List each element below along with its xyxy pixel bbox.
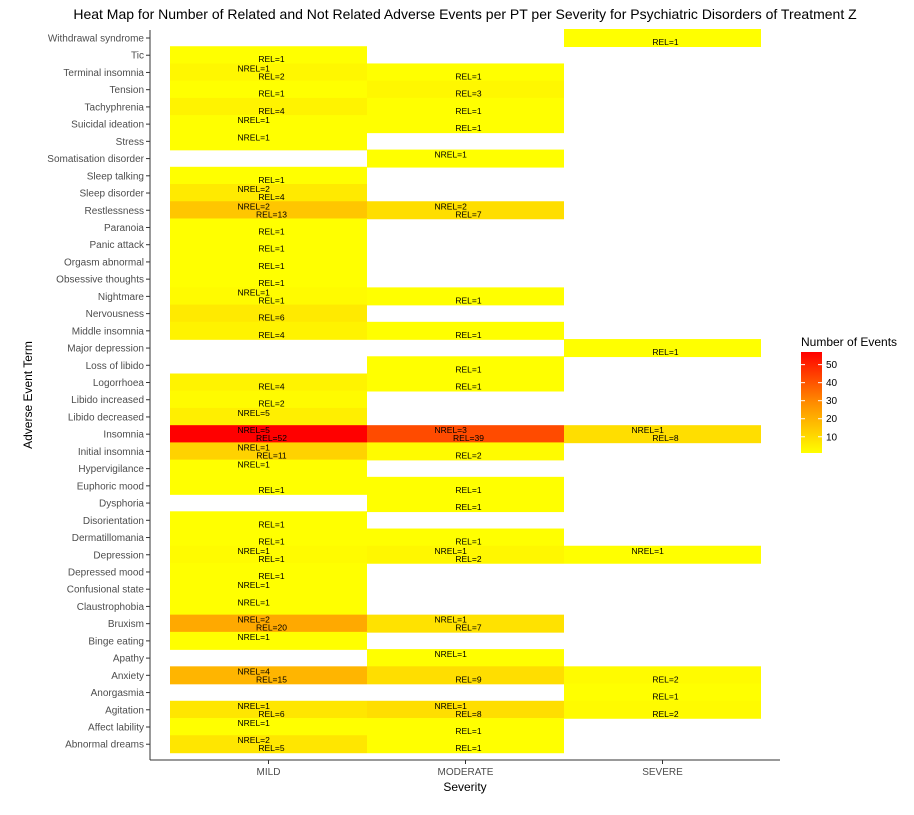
- x-tick-label-moderate: MODERATE: [437, 767, 494, 778]
- x-tick-label-severe: SEVERE: [642, 767, 683, 778]
- legend-tick-label-50: 50: [826, 360, 838, 372]
- legend-title: Number of Events: [801, 335, 898, 349]
- nrel-label-anxiety-mild: NREL=4: [237, 666, 270, 677]
- nrel-label-hypervigilance-mild: NREL=1: [237, 459, 270, 470]
- y-tick-label-withdrawal-syndrome: Withdrawal syndrome: [47, 33, 144, 45]
- legend-tick-label-30: 30: [826, 396, 838, 408]
- legend-tick-label-20: 20: [826, 414, 838, 426]
- x-axis-title: Severity: [443, 780, 487, 794]
- y-tick-label-apathy: Apathy: [112, 653, 144, 665]
- y-tick-label-suicidal-ideation: Suicidal ideation: [71, 119, 144, 131]
- rel-label-middle-insomnia-moderate: REL=1: [455, 329, 482, 340]
- rel-label-disorientation-mild: REL=1: [258, 519, 285, 530]
- rel-label-insomnia-moderate: REL=39: [453, 433, 484, 444]
- rel-label-sleep-disorder-mild: REL=4: [258, 192, 285, 203]
- rel-label-anxiety-mild: REL=15: [256, 674, 287, 685]
- rel-label-euphoric-mood-moderate: REL=1: [455, 484, 482, 495]
- rel-label-anxiety-severe: REL=2: [652, 674, 679, 685]
- rel-label-withdrawal-syndrome-severe: REL=1: [652, 37, 679, 47]
- rel-label-euphoric-mood-mild: REL=1: [258, 484, 285, 495]
- y-tick-label-orgasm-abnormal: Orgasm abnormal: [63, 257, 144, 269]
- y-tick-label-tachyphrenia: Tachyphrenia: [84, 102, 144, 114]
- y-tick-label-libido-decreased: Libido decreased: [67, 412, 144, 424]
- rel-label-initial-insomnia-mild: REL=11: [256, 450, 287, 461]
- nrel-label-depression-moderate: NREL=1: [434, 545, 467, 556]
- legend-tick-label-10: 10: [826, 432, 838, 444]
- y-tick-label-paranoia: Paranoia: [103, 222, 144, 234]
- rel-label-major-depression-severe: REL=1: [652, 347, 679, 358]
- y-tick-label-loss-of-libido: Loss of libido: [85, 360, 144, 372]
- rel-label-insomnia-mild: REL=52: [256, 433, 287, 444]
- nrel-label-abnormal-dreams-mild: NREL=2: [237, 735, 270, 746]
- y-tick-label-nervousness: Nervousness: [85, 309, 144, 321]
- rel-label-obsessive-thoughts-mild: REL=1: [258, 278, 285, 289]
- y-axis-ticks: [47, 34, 150, 751]
- y-tick-label-dermatillomania: Dermatillomania: [71, 533, 144, 545]
- y-tick-label-libido-increased: Libido increased: [71, 395, 144, 407]
- nrel-label-affect-lability-mild: NREL=1: [237, 718, 270, 728]
- rel-label-nightmare-moderate: REL=1: [455, 295, 482, 306]
- rel-label-sleep-talking-mild: REL=1: [258, 174, 285, 185]
- y-tick-label-obsessive-thoughts: Obsessive thoughts: [56, 274, 144, 286]
- rel-label-tension-moderate: REL=3: [455, 88, 482, 99]
- rel-label-bruxism-moderate: REL=7: [455, 622, 482, 633]
- rel-label-paranoia-mild: REL=1: [258, 226, 285, 237]
- rel-label-insomnia-severe: REL=8: [652, 433, 679, 444]
- rel-label-agitation-moderate: REL=8: [455, 708, 482, 719]
- y-tick-label-initial-insomnia: Initial insomnia: [77, 446, 144, 458]
- rel-label-depressed-mood-mild: REL=1: [258, 570, 285, 581]
- nrel-label-bruxism-mild: NREL=2: [237, 614, 270, 625]
- y-tick-label-abnormal-dreams: Abnormal dreams: [65, 739, 144, 751]
- rel-label-loss-of-libido-moderate: REL=1: [455, 364, 482, 375]
- nrel-label-claustrophobia-mild: NREL=1: [237, 597, 270, 608]
- rel-label-dermatillomania-moderate: REL=1: [455, 536, 482, 547]
- y-tick-label-insomnia: Insomnia: [103, 429, 144, 441]
- y-tick-label-anxiety: Anxiety: [111, 670, 144, 682]
- rel-label-terminal-insomnia-mild: REL=2: [258, 71, 285, 82]
- chart-title: Heat Map for Number of Related and Not Related Adverse Events per PT per Severity for Psychiatric Disorders of Treatment Z: [73, 6, 857, 22]
- rel-label-nervousness-mild: REL=6: [258, 312, 285, 323]
- y-tick-label-tension: Tension: [109, 85, 144, 97]
- y-tick-label-somatisation-disorder: Somatisation disorder: [47, 154, 144, 166]
- nrel-label-somatisation-disorder-moderate: NREL=1: [434, 149, 467, 160]
- nrel-label-depression-mild: NREL=1: [237, 545, 270, 556]
- rel-label-logorrhoea-moderate: REL=1: [455, 381, 482, 392]
- rel-label-tachyphrenia-mild: REL=4: [258, 105, 285, 116]
- legend-color-bar: [801, 352, 822, 453]
- nrel-label-apathy-moderate: NREL=1: [434, 649, 467, 660]
- y-tick-label-disorientation: Disorientation: [82, 515, 144, 527]
- y-tick-label-restlessness: Restlessness: [84, 205, 144, 217]
- rel-label-bruxism-mild: REL=20: [256, 622, 287, 633]
- nrel-label-terminal-insomnia-mild: NREL=1: [237, 63, 270, 74]
- y-tick-label-agitation: Agitation: [105, 705, 144, 717]
- y-tick-label-middle-insomnia: Middle insomnia: [71, 326, 144, 338]
- nrel-label-nightmare-mild: NREL=1: [237, 287, 270, 298]
- rel-label-affect-lability-moderate: REL=1: [455, 726, 482, 736]
- nrel-label-agitation-mild: NREL=1: [237, 700, 270, 711]
- y-tick-label-depressed-mood: Depressed mood: [67, 567, 144, 579]
- rel-label-abnormal-dreams-moderate: REL=1: [455, 743, 482, 754]
- y-tick-label-terminal-insomnia: Terminal insomnia: [63, 67, 144, 79]
- rel-label-depression-moderate: REL=2: [455, 553, 482, 564]
- rel-label-restlessness-mild: REL=13: [256, 209, 287, 220]
- nrel-label-binge-eating-mild: NREL=1: [237, 631, 270, 642]
- y-tick-label-depression: Depression: [93, 550, 144, 562]
- y-tick-label-sleep-talking: Sleep talking: [86, 171, 144, 183]
- x-axis-ticks: [257, 760, 684, 778]
- y-tick-label-stress: Stress: [115, 136, 144, 148]
- rel-label-tension-mild: REL=1: [258, 88, 285, 99]
- nrel-label-restlessness-mild: NREL=2: [237, 201, 270, 212]
- y-tick-label-sleep-disorder: Sleep disorder: [79, 188, 144, 200]
- rel-label-dermatillomania-mild: REL=1: [258, 536, 285, 547]
- nrel-label-bruxism-moderate: NREL=1: [434, 614, 467, 625]
- rel-label-logorrhoea-mild: REL=4: [258, 381, 285, 392]
- rel-label-anxiety-moderate: REL=9: [455, 674, 482, 685]
- nrel-label-insomnia-moderate: NREL=3: [434, 425, 467, 436]
- nrel-label-sleep-disorder-mild: NREL=2: [237, 184, 270, 195]
- rel-label-nightmare-mild: REL=1: [258, 295, 285, 306]
- legend-tick-label-40: 40: [826, 378, 838, 390]
- rel-label-abnormal-dreams-mild: REL=5: [258, 743, 285, 754]
- y-tick-label-nightmare: Nightmare: [97, 291, 144, 303]
- y-tick-label-binge-eating: Binge eating: [88, 636, 144, 648]
- x-tick-label-mild: MILD: [256, 767, 281, 778]
- y-tick-label-affect-lability: Affect lability: [88, 722, 144, 734]
- y-tick-label-hypervigilance: Hypervigilance: [78, 464, 144, 476]
- nrel-label-stress-mild: NREL=1: [237, 132, 270, 143]
- nrel-label-suicidal-ideation-mild: NREL=1: [237, 115, 270, 126]
- plot-area: [170, 29, 761, 753]
- y-tick-label-anorgasmia: Anorgasmia: [90, 688, 144, 700]
- y-tick-label-confusional-state: Confusional state: [66, 584, 144, 596]
- nrel-label-insomnia-mild: NREL=5: [237, 425, 270, 436]
- rel-label-terminal-insomnia-moderate: REL=1: [455, 71, 482, 82]
- y-tick-label-panic-attack: Panic attack: [89, 240, 144, 252]
- nrel-label-libido-decreased-mild: NREL=5: [237, 407, 270, 418]
- nrel-label-depression-severe: NREL=1: [631, 545, 664, 556]
- rel-label-libido-increased-mild: REL=2: [258, 398, 285, 409]
- rel-label-restlessness-moderate: REL=7: [455, 209, 482, 220]
- rel-label-initial-insomnia-moderate: REL=2: [455, 450, 482, 461]
- rel-label-agitation-severe: REL=2: [652, 708, 679, 719]
- rel-label-middle-insomnia-mild: REL=4: [258, 329, 285, 340]
- rel-label-dysphoria-moderate: REL=1: [455, 502, 482, 513]
- rel-label-tic-mild: REL=1: [258, 54, 285, 65]
- rel-label-orgasm-abnormal-mild: REL=1: [258, 260, 285, 271]
- y-tick-label-bruxism: Bruxism: [107, 619, 144, 631]
- nrel-label-insomnia-severe: NREL=1: [631, 425, 664, 436]
- y-tick-label-logorrhoea: Logorrhoea: [92, 378, 144, 389]
- rel-label-tachyphrenia-moderate: REL=1: [455, 105, 482, 116]
- rel-label-suicidal-ideation-moderate: REL=1: [455, 123, 482, 134]
- rel-label-anorgasmia-severe: REL=1: [652, 691, 679, 702]
- rel-label-depression-mild: REL=1: [258, 553, 285, 564]
- nrel-label-agitation-moderate: NREL=1: [434, 700, 467, 711]
- y-tick-label-dysphoria: Dysphoria: [98, 498, 144, 510]
- nrel-label-restlessness-moderate: NREL=2: [434, 201, 467, 212]
- y-tick-label-euphoric-mood: Euphoric mood: [76, 481, 144, 493]
- rel-label-agitation-mild: REL=6: [258, 708, 285, 719]
- legend: [801, 335, 897, 453]
- y-tick-label-major-depression: Major depression: [67, 343, 144, 355]
- nrel-label-confusional-state-mild: NREL=1: [237, 580, 270, 591]
- y-axis-title: Adverse Event Term: [21, 341, 35, 449]
- rel-label-panic-attack-mild: REL=1: [258, 243, 285, 254]
- y-tick-label-claustrophobia: Claustrophobia: [76, 601, 144, 613]
- nrel-label-initial-insomnia-mild: NREL=1: [237, 442, 270, 453]
- y-tick-label-tic: Tic: [131, 50, 144, 62]
